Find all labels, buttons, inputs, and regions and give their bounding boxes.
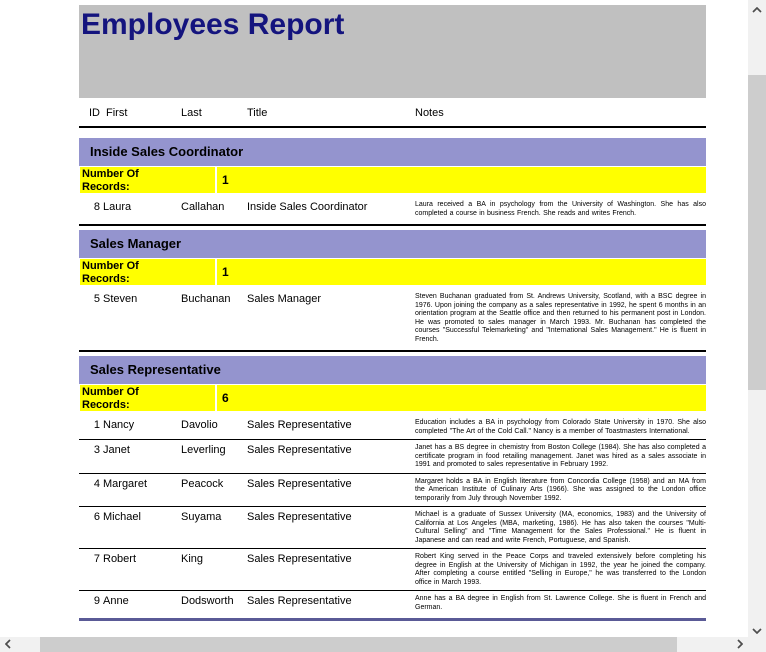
column-header-title: Title (247, 107, 268, 119)
group-end-line (79, 618, 706, 621)
cell-first: Robert (103, 553, 137, 565)
group-title: Sales Representative (90, 362, 221, 377)
cell-title: Sales Representative (247, 595, 352, 607)
cell-first: Laura (103, 201, 132, 213)
cell-title: Inside Sales Coordinator (247, 201, 368, 213)
scroll-right-button[interactable] (732, 637, 748, 652)
group-title: Sales Manager (90, 236, 182, 251)
group-end-line (79, 224, 706, 226)
cell-notes: Michael is a graduate of Sussex University (MA, economics, 1983) and the University of California at Los Angeles (MBA, marketing, 1986). He has also taken the courses "Multi-Cultural Selling" and "Time Management for the Sales Professional." He is fluent in Japanese and can read and write French, Portuguese, and Spanish. (415, 511, 706, 544)
cell-id: 5 (93, 293, 100, 305)
cell-first: Steven (103, 293, 138, 305)
group-header-band (79, 356, 706, 384)
cell-first: Margaret (103, 477, 148, 490)
cell-first: Janet (103, 444, 130, 456)
cell-first: Michael (103, 511, 141, 523)
cell-id: 4 (93, 477, 100, 490)
cell-notes: Steven Buchanan graduated from St. Andrews University, Scotland, with a BSC degree in 1976. Upon joining the company as a sales representative in 1992, he spent 6 months in an orientation program at the Seattle office and then returned to his permanent post in London. He was promoted to sales manager in March 1993. Mr. Buchanan has completed the courses "Successful Telemarketing" and "International Sales Management." He is fluent in French. (415, 293, 706, 343)
record-count-label: Number Of Records: (80, 259, 217, 285)
cell-id: 3 (93, 444, 100, 456)
cell-title: Sales Representative (247, 553, 352, 565)
employee-row (79, 591, 706, 615)
horizontal-scrollbar-thumb[interactable] (40, 637, 677, 652)
report-page (79, 0, 706, 625)
cell-id: 6 (93, 511, 100, 523)
cell-notes: Anne has a BA degree in English from St. Lawrence College. She is fluent in French and German. (415, 595, 706, 611)
record-count-band (80, 259, 706, 285)
cell-last: Suyama (181, 511, 222, 523)
employee-row (79, 415, 706, 440)
record-count-value: 6 (222, 391, 229, 405)
cell-notes: Education includes a BA in psychology from Colorado State University in 1970. She also completed "The Art of the Cold Call." Nancy is a member of Toastmasters International. (415, 419, 706, 435)
cell-first: Anne (103, 595, 129, 607)
groups (79, 138, 706, 621)
cell-title: Sales Representative (247, 419, 352, 431)
employee-row (79, 507, 706, 549)
vertical-scrollbar[interactable] (748, 0, 766, 637)
group-header-band (79, 230, 706, 258)
cell-last: Peacock (181, 477, 224, 490)
record-count-label: Number Of Records: (80, 385, 217, 411)
employee-row (79, 289, 706, 347)
cell-id: 8 (93, 201, 100, 213)
record-count-band (80, 167, 706, 193)
report-header-band (79, 5, 706, 98)
column-header-first: First (106, 107, 128, 119)
header-separator-line (79, 126, 706, 128)
scroll-up-button[interactable] (748, 0, 766, 16)
cell-title: Sales Representative (247, 511, 352, 523)
chevron-right-icon (737, 637, 743, 652)
record-count-band (80, 385, 706, 411)
chevron-left-icon (5, 637, 11, 652)
column-header-row (79, 107, 706, 120)
group-title: Inside Sales Coordinator (90, 144, 244, 159)
chevron-down-icon (752, 622, 762, 637)
group-rows (79, 197, 706, 221)
cell-title: Sales Representative (247, 477, 352, 490)
employee-row (79, 197, 706, 221)
employee-row (79, 549, 706, 591)
column-header-last: Last (181, 107, 202, 119)
cell-id: 7 (93, 553, 100, 565)
cell-last: Dodsworth (181, 595, 234, 607)
record-count-value: 1 (222, 265, 229, 279)
cell-last: Callahan (181, 201, 225, 213)
scrollbar-corner (748, 637, 766, 652)
cell-last: Davolio (181, 419, 218, 431)
report-group (79, 356, 706, 621)
horizontal-scrollbar[interactable] (0, 637, 748, 652)
cell-notes: Margaret holds a BA in English literature from Concordia College (1958) and an MA from the American Institute of Culinary Arts (1966). She was assigned to the London office temporarily from July through November 1992. (415, 477, 706, 502)
chevron-up-icon (752, 1, 762, 16)
column-header-notes: Notes (415, 107, 444, 119)
cell-first: Nancy (103, 419, 135, 431)
employee-row (79, 474, 706, 508)
column-header-id: ID (89, 107, 100, 119)
cell-notes: Laura received a BA in psychology from the University of Washington. She has also completed a course in business French. She reads and writes French. (415, 201, 706, 217)
cell-notes: Janet has a BS degree in chemistry from Boston College (1984). She has also completed a certificate program in food retailing management. Janet was hired as a sales associate in 1991 and promoted to sales representative in February 1992. (415, 444, 706, 468)
report-group (79, 230, 706, 352)
cell-last: Leverling (181, 444, 226, 456)
group-header-band (79, 138, 706, 166)
cell-id: 1 (93, 419, 100, 431)
scroll-down-button[interactable] (748, 621, 766, 637)
page-title: Employees Report (81, 8, 345, 41)
cell-id: 9 (93, 595, 100, 607)
vertical-scrollbar-thumb[interactable] (748, 75, 766, 390)
cell-title: Sales Representative (247, 444, 352, 456)
employee-row (79, 440, 706, 474)
cell-last: Buchanan (181, 293, 231, 305)
group-end-line (79, 350, 706, 352)
cell-last: King (181, 553, 204, 565)
cell-notes: Robert King served in the Peace Corps and traveled extensively before completing his degree in English at the University of Michigan in 1992, the year he joined the company. After completing a course entitled "Selling in Europe," he was transferred to the London office in March 1993. (415, 553, 706, 586)
scroll-left-button[interactable] (0, 637, 16, 652)
record-count-label: Number Of Records: (80, 167, 217, 193)
group-rows (79, 415, 706, 615)
record-count-value: 1 (222, 173, 229, 187)
cell-title: Sales Manager (247, 293, 321, 305)
report-group (79, 138, 706, 226)
group-rows (79, 289, 706, 347)
